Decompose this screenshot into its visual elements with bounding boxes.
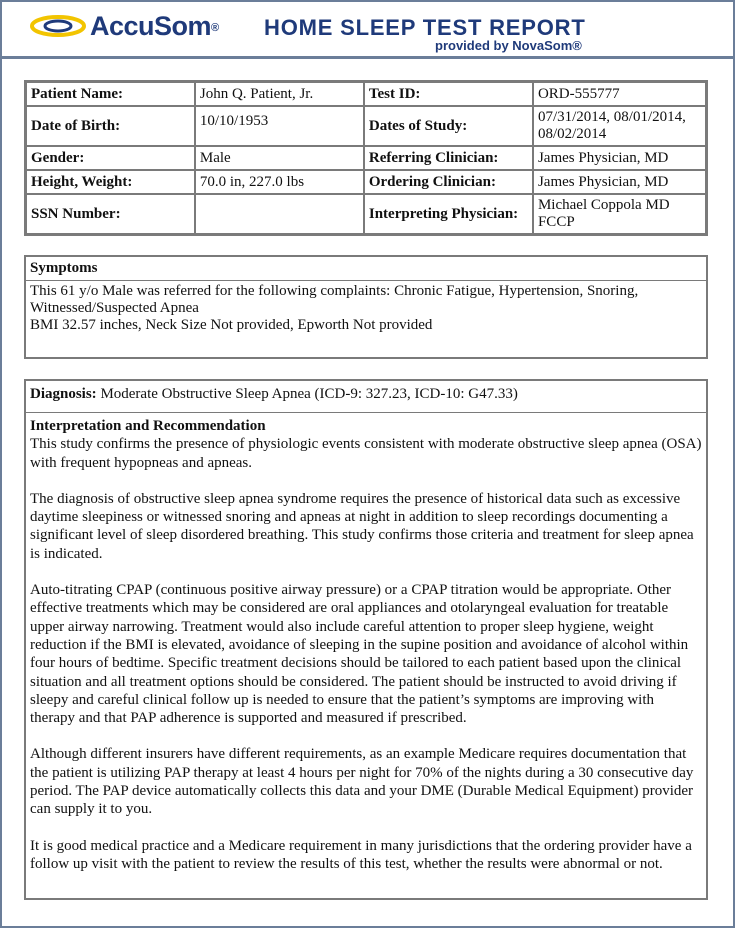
referring-clinician-label: Referring Clinician: (364, 146, 533, 170)
height-weight-label: Height, Weight: (26, 170, 195, 194)
table-row (26, 106, 706, 146)
symptoms-body (26, 281, 706, 336)
dates-line-1: 07/31/2014, 08/01/2014, (537, 109, 686, 125)
interpreting-line-2: FCCP (537, 214, 575, 230)
interpretation-paragraph-2: The diagnosis of obstructive sleep apnea syndrome requires the presence of historical data such as excessive daytime sleepiness or witnessed snoring and apneas at night in addition to sleep recordings documenting a significant level of sleep disordered breathing. This study confirms those criteria and treatment for sleep apnea is indicated. (30, 490, 694, 562)
referring-clinician-value: James Physician, MD (533, 146, 706, 170)
gender-value: Male (195, 146, 364, 170)
diagnosis-section (24, 379, 708, 900)
diagnosis-text: Moderate Obstructive Sleep Apnea (ICD-9: 327.23, ICD-10: G47.33) (100, 386, 518, 402)
dates-of-study-value (533, 106, 706, 146)
test-id-value: ORD-555777 (533, 82, 706, 106)
symptoms-section (24, 255, 708, 359)
gender-label: Gender: (26, 146, 195, 170)
patient-name-label: Patient Name: (26, 82, 195, 106)
table-row (26, 146, 706, 170)
accusom-logo-icon (30, 15, 86, 37)
interpretation-paragraph-5: It is good medical practice and a Medicare requirement in many jurisdictions that the ordering provider have a follow up visit with the patient to review the results of this test, whether the results were abnormal or not. (30, 837, 692, 872)
interpretation-paragraph-4: Although different insurers have different requirements, as an example Medicare requires documentation that the patient is utilizing PAP therapy at least 4 hours per night for 70% of the nights during a 30 consecutive day period. The PAP device automatically collects this data and your DME (Durable Medical Equipment) provider can supply it to you. (30, 746, 694, 818)
test-id-label: Test ID: (364, 82, 533, 106)
dates-line-2: 08/02/2014 (537, 126, 607, 142)
interpreting-physician-value (533, 194, 706, 234)
interpretation-heading: Interpretation and Recommendation (30, 418, 266, 434)
interpretation-paragraph-1: This study confirms the presence of physiologic events consistent with moderate obstructive sleep apnea (OSA) with frequent hypopneas and apneas. (30, 436, 702, 471)
dates-of-study-label: Dates of Study: (364, 106, 533, 146)
ssn-label: SSN Number: (26, 194, 195, 234)
interpretation-paragraph-3: Auto-titrating CPAP (continuous positive airway pressure) or a CPAP titration would be appropriate. Other effective treatments which may be considered are oral appliances and otolaryngeal evaluation for treatable upper airway narrowing. Treatment would also include careful attention to proper sleep hygiene, weight reduction if the BMI is elevated, avoidance of sleeping in the supine position and avoidance of alcohol within four hours of bedtime. Specific treatment decisions should be tailored to each patient based upon the clinical situation and all treatment options should be considered. The patient should be instructed to avoid driving if sleepy and careful clinical follow up is needed to ensure that the patient’s symptoms are improving with therapy and that PAP adherence is supported and measured if prescribed. (30, 582, 689, 727)
diagnosis-label: Diagnosis: (30, 386, 97, 402)
report-header (0, 0, 735, 60)
table-row (26, 170, 706, 194)
interpreting-physician-label: Interpreting Physician: (364, 194, 533, 234)
patient-name-value: John Q. Patient, Jr. (195, 82, 364, 106)
interpretation-section (26, 413, 706, 873)
symptoms-line-1: This 61 y/o Male was referred for the following complaints: Chronic Fatigue, Hypertension, Snoring, (30, 283, 639, 299)
report-title: HOME SLEEP TEST REPORT (264, 15, 586, 40)
symptoms-heading: Symptoms (26, 257, 706, 281)
table-row (26, 194, 706, 234)
ordering-clinician-label: Ordering Clinician: (364, 170, 533, 194)
table-row (26, 82, 706, 106)
diagnosis-row (26, 381, 706, 413)
header-divider (0, 56, 735, 59)
dob-label: Date of Birth: (26, 106, 195, 146)
symptoms-line-3: BMI 32.57 inches, Neck Size Not provided, Epworth Not provided (30, 317, 433, 333)
interpreting-line-1: Michael Coppola MD (537, 197, 670, 213)
patient-info-table (24, 80, 708, 236)
ssn-value (195, 194, 364, 234)
provided-by: provided by NovaSom® (435, 38, 582, 53)
brand-name: AccuSom® (90, 11, 219, 41)
height-weight-value: 70.0 in, 227.0 lbs (195, 170, 364, 194)
ordering-clinician-value: James Physician, MD (533, 170, 706, 194)
symptoms-line-2: Witnessed/Suspected Apnea (30, 300, 199, 316)
dob-value: 10/10/1953 (195, 106, 364, 146)
